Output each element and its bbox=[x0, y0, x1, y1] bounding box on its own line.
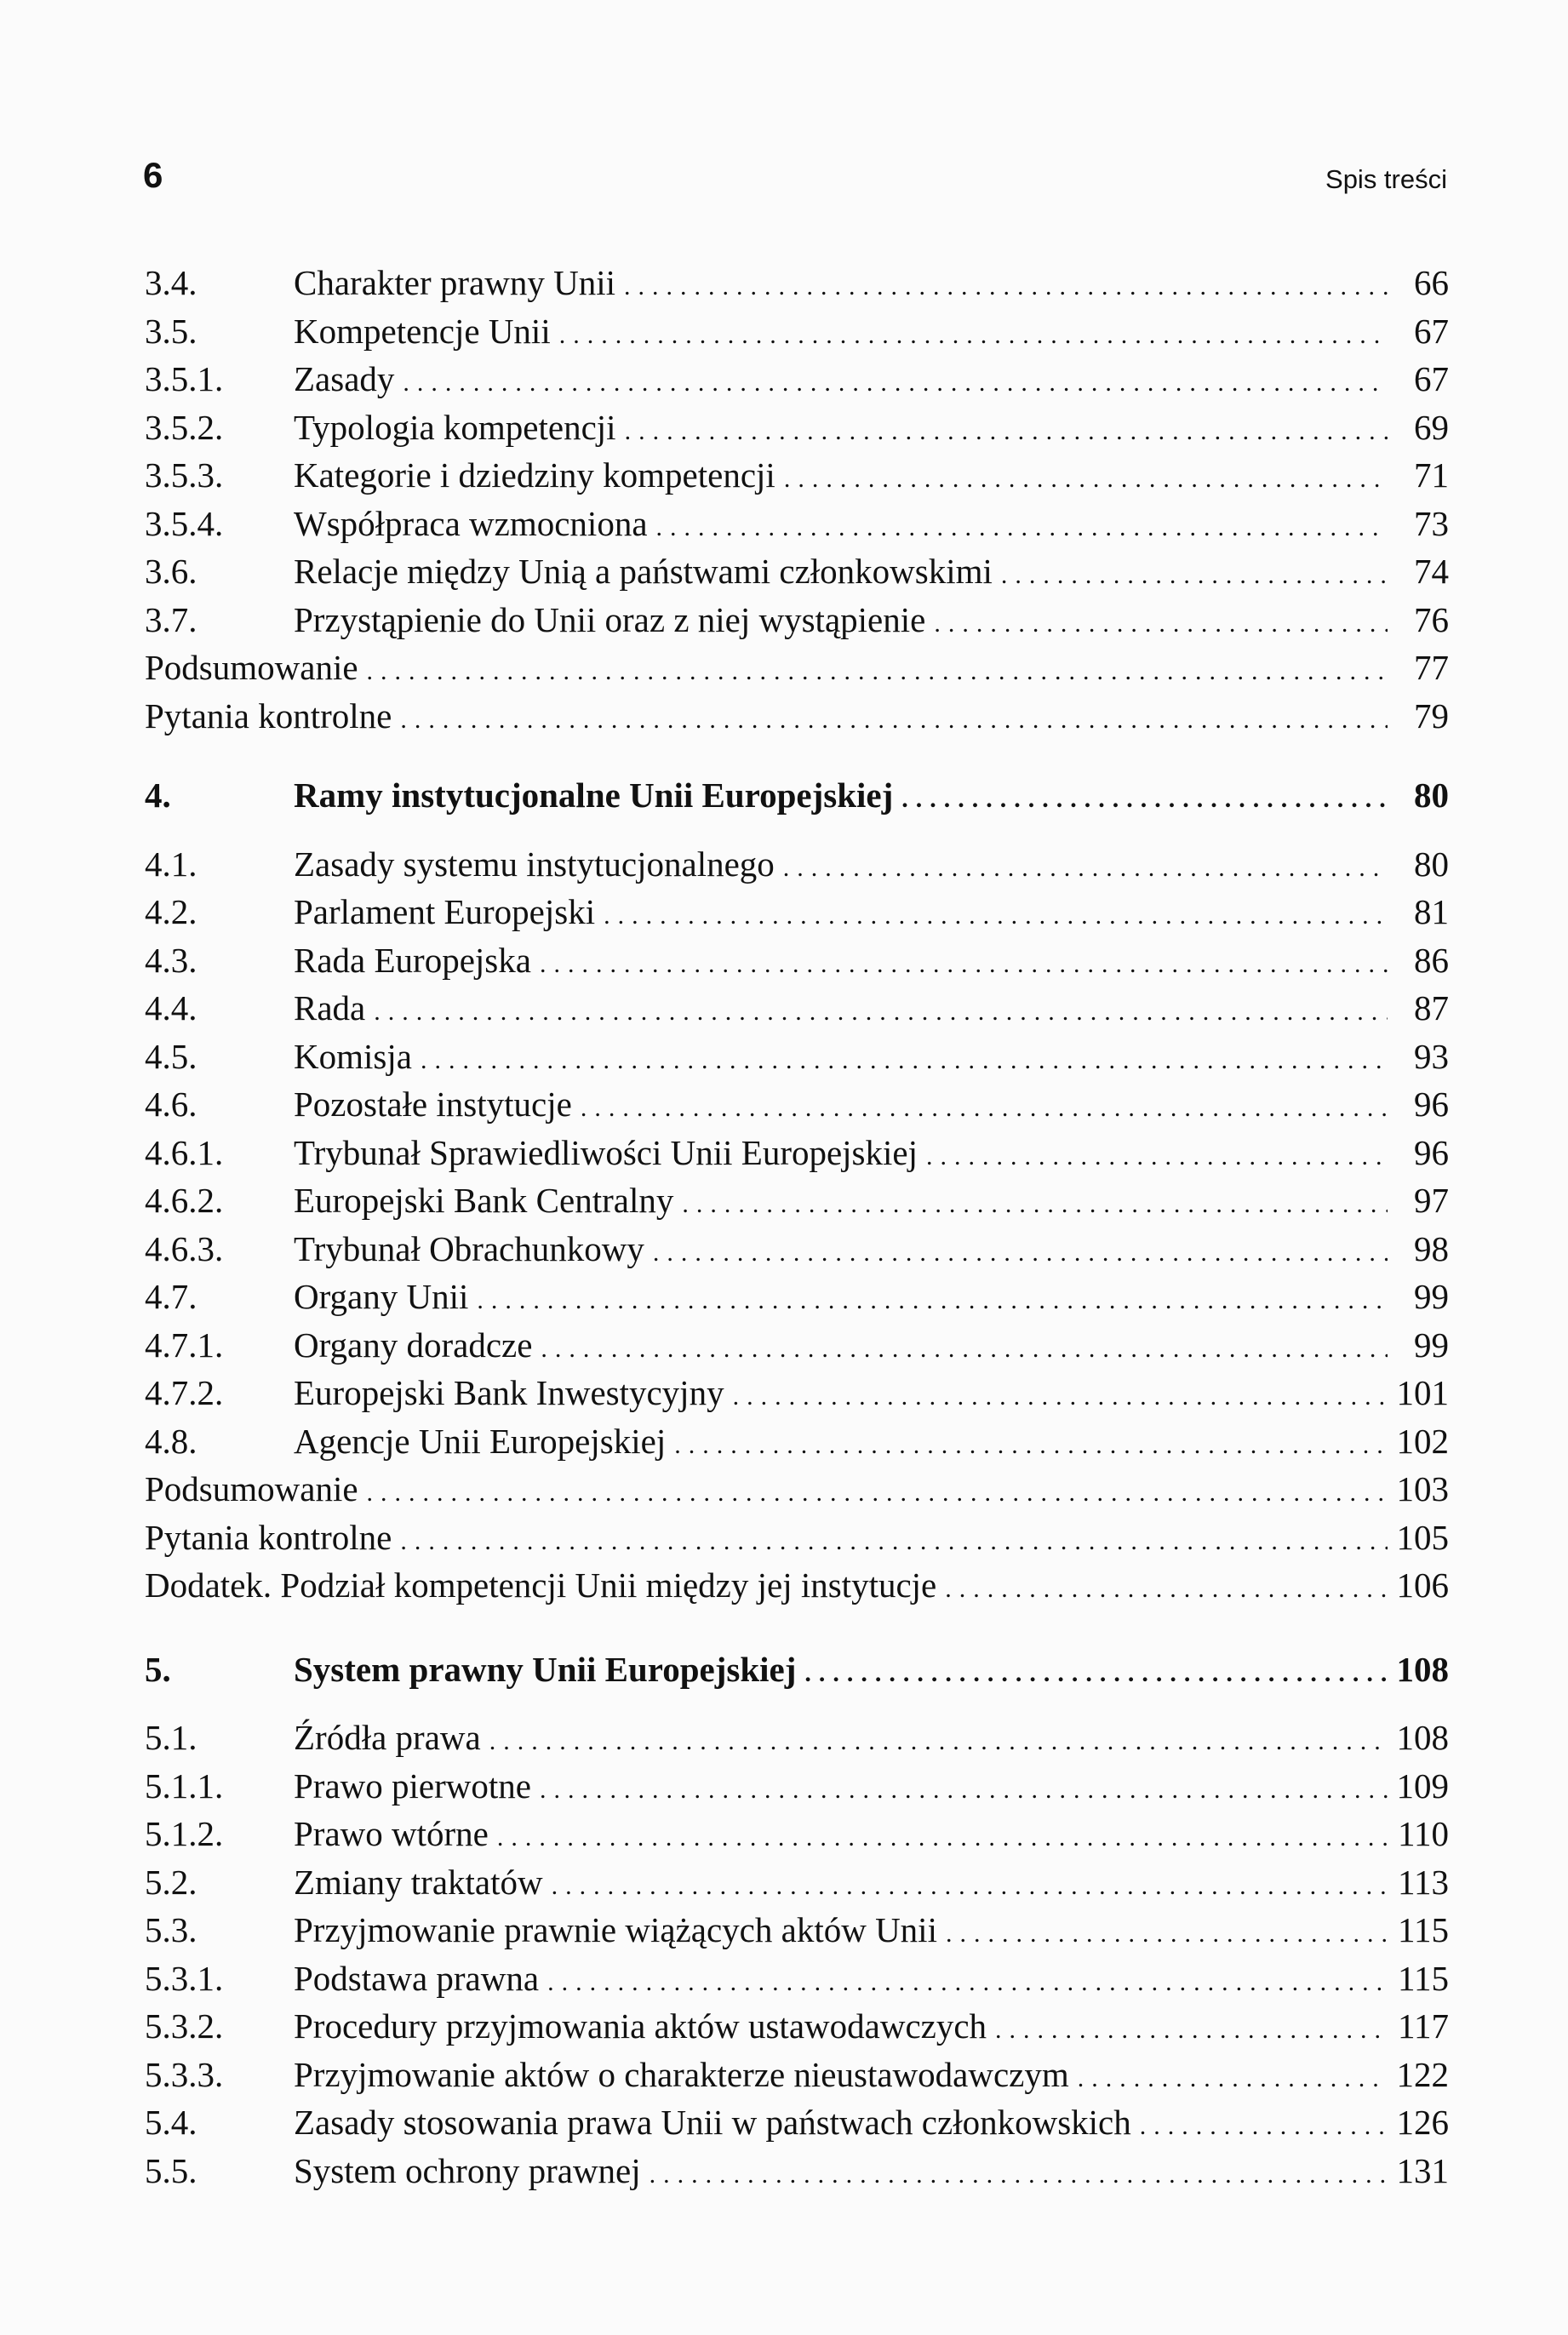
toc-entry-title: Prawo wtórne bbox=[294, 1814, 489, 1853]
toc-entry-title: Relacje między Unią a państwami członkowskimi bbox=[294, 552, 993, 591]
toc-entry-page: 131 bbox=[1396, 2150, 1449, 2190]
toc-entry bbox=[145, 1321, 1449, 1370]
toc-entry-number: 4.7.1. bbox=[145, 1325, 224, 1365]
toc-entry-title: Ramy instytucjonalne Unii Europejskiej bbox=[294, 775, 894, 815]
toc-entry-page: 126 bbox=[1396, 2103, 1449, 2142]
dot-leader bbox=[674, 1422, 1388, 1470]
toc-entry-page: 106 bbox=[1396, 1565, 1449, 1605]
toc-entry bbox=[145, 888, 1449, 936]
toc-entry-page: 103 bbox=[1396, 1469, 1449, 1508]
dot-leader bbox=[552, 1863, 1388, 1911]
toc-entry-title: Typologia kompetencji bbox=[294, 407, 616, 447]
dot-leader bbox=[1001, 552, 1388, 600]
toc-entry-page: 80 bbox=[1414, 775, 1449, 815]
toc-entry bbox=[145, 840, 1449, 889]
toc-entry-page: 73 bbox=[1414, 503, 1449, 543]
dot-leader bbox=[581, 1085, 1388, 1133]
toc-entry-title: Zasady systemu instytucjonalnego bbox=[294, 844, 775, 884]
toc-entry-number: 5.4. bbox=[145, 2103, 197, 2142]
toc-entry-number: 5. bbox=[145, 1649, 171, 1689]
toc-entry-number: 3.5.4. bbox=[145, 503, 224, 543]
toc-entry-page: 108 bbox=[1396, 1649, 1449, 1689]
toc-entry-page: 67 bbox=[1414, 311, 1449, 351]
dot-leader bbox=[733, 1373, 1388, 1422]
toc-entry-title: Trybunał Sprawiedliwości Unii Europejskiej bbox=[294, 1132, 918, 1172]
toc-entry bbox=[145, 1225, 1449, 1273]
toc-entry-page: 101 bbox=[1396, 1373, 1449, 1412]
toc-entry bbox=[145, 547, 1449, 596]
toc-entry bbox=[145, 307, 1449, 356]
toc-entry bbox=[145, 2002, 1449, 2051]
toc-entry-title: Zasady bbox=[294, 359, 395, 398]
dot-leader bbox=[901, 775, 1388, 824]
toc-entry bbox=[145, 984, 1449, 1033]
toc-entry bbox=[145, 1954, 1449, 2003]
toc-entry-title: Procedury przyjmowania aktów ustawodawczych bbox=[294, 2006, 987, 2046]
toc-entry-number: 4.2. bbox=[145, 892, 197, 931]
dot-leader bbox=[934, 600, 1388, 649]
dot-leader bbox=[682, 1181, 1388, 1229]
toc-entry-number: 3.5.3. bbox=[145, 455, 224, 495]
dot-leader bbox=[400, 1518, 1388, 1566]
toc-entry-page: 96 bbox=[1414, 1085, 1449, 1124]
dot-leader bbox=[656, 504, 1388, 552]
toc-entry bbox=[145, 259, 1449, 307]
dot-leader bbox=[624, 263, 1388, 312]
toc-entry bbox=[145, 403, 1449, 452]
dot-leader bbox=[421, 1037, 1388, 1085]
toc-entry-page: 105 bbox=[1396, 1517, 1449, 1557]
toc-entry-title: Podsumowanie bbox=[145, 1469, 358, 1508]
toc-entry bbox=[145, 1417, 1449, 1466]
toc-entry bbox=[145, 2051, 1449, 2099]
dot-leader bbox=[604, 892, 1388, 941]
toc-entry-page: 109 bbox=[1396, 1766, 1449, 1806]
toc-entry-number: 5.3.2. bbox=[145, 2006, 224, 2046]
dot-leader bbox=[1140, 2103, 1388, 2151]
toc-entry-page: 71 bbox=[1414, 455, 1449, 495]
toc-entry-number: 4.6. bbox=[145, 1085, 197, 1124]
dot-leader bbox=[374, 988, 1388, 1037]
toc-entry-page: 108 bbox=[1396, 1718, 1449, 1757]
toc-entry-page: 66 bbox=[1414, 263, 1449, 302]
toc-entry-page: 69 bbox=[1414, 407, 1449, 447]
dot-leader bbox=[653, 1229, 1388, 1278]
toc-entry-page: 93 bbox=[1414, 1036, 1449, 1076]
toc-entry-number: 3.5. bbox=[145, 311, 197, 351]
dot-leader bbox=[547, 1959, 1388, 2007]
dot-leader bbox=[540, 1766, 1388, 1815]
toc-entry bbox=[145, 2098, 1449, 2147]
toc-entry bbox=[145, 596, 1449, 644]
toc-entry bbox=[145, 644, 1449, 692]
toc-entry-page: 99 bbox=[1414, 1325, 1449, 1365]
dot-leader bbox=[625, 408, 1388, 456]
toc-entry-title: Podsumowanie bbox=[145, 648, 358, 687]
dot-leader bbox=[540, 941, 1388, 989]
toc-entry-page: 81 bbox=[1414, 892, 1449, 931]
running-header: Spis treści bbox=[1325, 164, 1447, 194]
dot-leader bbox=[650, 2151, 1388, 2200]
toc-entry bbox=[145, 936, 1449, 985]
toc-entry-page: 98 bbox=[1414, 1228, 1449, 1268]
toc-entry bbox=[145, 1176, 1449, 1225]
toc-entry bbox=[145, 1810, 1449, 1858]
toc-entry-page: 115 bbox=[1398, 1910, 1449, 1949]
toc-entry-title: Charakter prawny Unii bbox=[294, 263, 615, 302]
toc-entry-title: Europejski Bank Centralny bbox=[294, 1181, 674, 1220]
toc-entry-title: Przystąpienie do Unii oraz z niej wystąpienie bbox=[294, 599, 926, 639]
dot-leader bbox=[541, 1325, 1388, 1374]
toc-chapter-heading bbox=[145, 771, 1449, 820]
toc-entry bbox=[145, 1465, 1449, 1514]
toc-entry-number: 4. bbox=[145, 775, 171, 815]
toc-entry bbox=[145, 1369, 1449, 1417]
toc-entry-page: 76 bbox=[1414, 599, 1449, 639]
toc-entry-title: Organy Unii bbox=[294, 1277, 469, 1316]
toc-entry-title: Rada bbox=[294, 988, 366, 1027]
toc-entry-title: Europejski Bank Inwestycyjny bbox=[294, 1373, 724, 1412]
toc-entry-title: Przyjmowanie aktów o charakterze nieustawodawczym bbox=[294, 2054, 1069, 2094]
toc-entry-number: 4.3. bbox=[145, 940, 197, 980]
toc-entry-title: Rada Europejska bbox=[294, 940, 531, 980]
toc-entry-title: Trybunał Obrachunkowy bbox=[294, 1228, 644, 1268]
toc-entry-title: Przyjmowanie prawnie wiążących aktów Unii bbox=[294, 1910, 937, 1949]
toc-entry-page: 99 bbox=[1414, 1277, 1449, 1316]
toc-entry-page: 122 bbox=[1396, 2054, 1449, 2094]
dot-leader bbox=[926, 1133, 1388, 1182]
toc-entry-title: Agencje Unii Europejskiej bbox=[294, 1421, 667, 1461]
toc-entry-title: Prawo pierwotne bbox=[294, 1766, 531, 1806]
dot-leader bbox=[400, 696, 1388, 745]
toc-entry-number: 4.1. bbox=[145, 844, 197, 884]
toc-entry bbox=[145, 1033, 1449, 1081]
dot-leader bbox=[784, 455, 1388, 504]
toc-entry-page: 110 bbox=[1398, 1814, 1449, 1853]
toc-entry-number: 4.4. bbox=[145, 988, 197, 1027]
toc-entry-title: Podstawa prawna bbox=[294, 1958, 540, 1998]
dot-leader bbox=[367, 1469, 1388, 1518]
toc-entry bbox=[145, 1858, 1449, 1907]
toc-entry-number: 4.7.2. bbox=[145, 1373, 224, 1412]
toc-entry bbox=[145, 500, 1449, 548]
toc-entry-page: 96 bbox=[1414, 1132, 1449, 1172]
toc-entry-number: 4.6.1. bbox=[145, 1132, 224, 1172]
toc-entry-title: Współpraca wzmocniona bbox=[294, 503, 648, 543]
toc-entry bbox=[145, 692, 1449, 741]
toc-entry-page: 79 bbox=[1414, 695, 1449, 735]
table-of-contents bbox=[145, 259, 1449, 2195]
toc-entry-page: 87 bbox=[1414, 988, 1449, 1027]
toc-entry-number: 4.6.3. bbox=[145, 1228, 224, 1268]
toc-entry-title: Organy doradcze bbox=[294, 1325, 533, 1365]
toc-entry-number: 4.6.2. bbox=[145, 1181, 224, 1220]
toc-entry-page: 86 bbox=[1414, 940, 1449, 980]
toc-entry bbox=[145, 355, 1449, 403]
toc-entry-page: 115 bbox=[1398, 1958, 1449, 1998]
toc-entry-number: 3.6. bbox=[145, 552, 197, 591]
dot-leader bbox=[403, 359, 1388, 408]
dot-leader bbox=[946, 1910, 1388, 1959]
toc-entry-title: Kompetencje Unii bbox=[294, 311, 551, 351]
toc-entry-page: 80 bbox=[1414, 844, 1449, 884]
toc-entry-page: 74 bbox=[1414, 552, 1449, 591]
toc-entry-title: Komisja bbox=[294, 1036, 412, 1076]
toc-entry-page: 97 bbox=[1414, 1181, 1449, 1220]
dot-leader bbox=[804, 1650, 1388, 1698]
toc-entry bbox=[145, 1561, 1449, 1610]
page-number: 6 bbox=[143, 155, 163, 195]
toc-entry-title: System prawny Unii Europejskiej bbox=[294, 1649, 797, 1689]
toc-entry-title: Zasady stosowania prawa Unii w państwach członkowskich bbox=[294, 2103, 1131, 2142]
toc-entry bbox=[145, 1129, 1449, 1177]
toc-entry-number: 5.3.1. bbox=[145, 1958, 224, 1998]
toc-entry-title: Dodatek. Podział kompetencji Unii między jej instytucje bbox=[145, 1565, 937, 1605]
toc-entry-title: Zmiany traktatów bbox=[294, 1862, 543, 1902]
toc-chapter-heading bbox=[145, 1645, 1449, 1694]
toc-entry-number: 5.1.1. bbox=[145, 1766, 224, 1806]
toc-entry-title: Parlament Europejski bbox=[294, 892, 596, 931]
dot-leader bbox=[497, 1814, 1388, 1863]
dot-leader bbox=[1078, 2055, 1388, 2103]
toc-entry-number: 4.8. bbox=[145, 1421, 197, 1461]
toc-entry-title: Pytania kontrolne bbox=[145, 1517, 392, 1557]
dot-leader bbox=[477, 1277, 1388, 1325]
toc-entry-title: Kategorie i dziedziny kompetencji bbox=[294, 455, 775, 495]
toc-entry-page: 77 bbox=[1414, 648, 1449, 687]
dot-leader bbox=[945, 1565, 1388, 1614]
toc-entry-number: 3.4. bbox=[145, 263, 197, 302]
toc-entry-number: 5.3. bbox=[145, 1910, 197, 1949]
toc-entry bbox=[145, 1080, 1449, 1129]
toc-entry bbox=[145, 1514, 1449, 1562]
toc-entry-page: 113 bbox=[1398, 1862, 1449, 1902]
toc-entry-page: 102 bbox=[1396, 1421, 1449, 1461]
dot-leader bbox=[367, 648, 1388, 696]
toc-entry-number: 5.3.3. bbox=[145, 2054, 224, 2094]
toc-entry-number: 5.2. bbox=[145, 1862, 197, 1902]
dot-leader bbox=[783, 844, 1388, 893]
toc-entry-number: 5.5. bbox=[145, 2150, 197, 2190]
toc-entry-number: 4.7. bbox=[145, 1277, 197, 1316]
toc-entry bbox=[145, 1714, 1449, 1762]
toc-entry-page: 67 bbox=[1414, 359, 1449, 398]
toc-entry-title: Pytania kontrolne bbox=[145, 695, 392, 735]
toc-entry-title: Pozostałe instytucje bbox=[294, 1085, 572, 1124]
toc-entry-number: 5.1. bbox=[145, 1718, 197, 1757]
dot-leader bbox=[489, 1718, 1388, 1766]
toc-entry bbox=[145, 2147, 1449, 2195]
toc-entry-number: 3.7. bbox=[145, 599, 197, 639]
toc-entry bbox=[145, 1273, 1449, 1321]
toc-entry-number: 3.5.1. bbox=[145, 359, 224, 398]
toc-entry-page: 117 bbox=[1398, 2006, 1449, 2046]
toc-entry-title: Źródła prawa bbox=[294, 1718, 481, 1757]
dot-leader bbox=[559, 312, 1388, 360]
toc-entry-number: 4.5. bbox=[145, 1036, 197, 1076]
toc-entry-number: 3.5.2. bbox=[145, 407, 224, 447]
toc-entry-title: System ochrony prawnej bbox=[294, 2150, 641, 2190]
dot-leader bbox=[995, 2006, 1388, 2055]
toc-entry bbox=[145, 1762, 1449, 1811]
toc-entry bbox=[145, 451, 1449, 500]
toc-entry bbox=[145, 1906, 1449, 1954]
toc-entry-number: 5.1.2. bbox=[145, 1814, 224, 1853]
